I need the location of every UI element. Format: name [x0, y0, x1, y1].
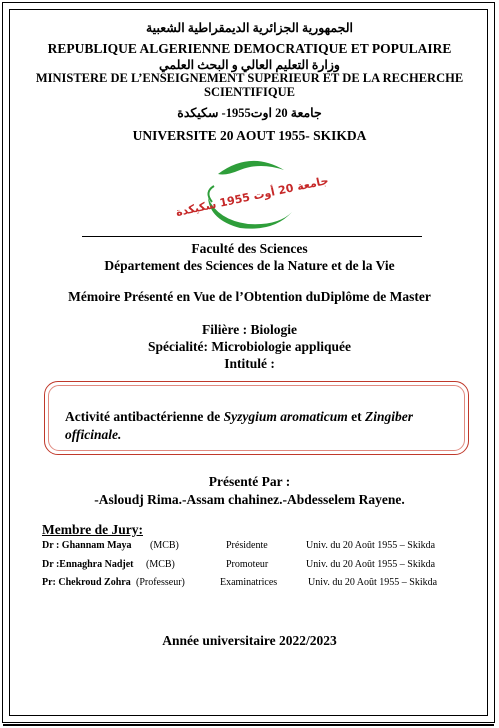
jury-member-grade: (Professeur): [136, 577, 185, 588]
logo-text: جامعة 20 أوت 1955 سكيكدة: [174, 173, 330, 220]
jury-member-affiliation: Univ. du 20 Août 1955 – Skikda: [306, 559, 436, 570]
divider-line: [82, 236, 422, 237]
arabic-republic-heading: الجمهورية الجزائرية الديمقراطية الشعبية: [145, 21, 354, 35]
jury-member-grade: (MCB): [150, 540, 179, 551]
arabic-ministry-heading: وزارة التعليم العالي و البحث العلمي: [159, 58, 340, 72]
memoire-statement: Mémoire Présenté en Vue de l’Obtention duDiplôme de Master: [68, 289, 431, 304]
jury-row: [42, 577, 462, 591]
jury-member-name: Pr: Chekroud Zohra: [42, 577, 131, 588]
jury-member-role: Promoteur: [226, 559, 269, 570]
university-logo: [174, 152, 330, 232]
ministry-heading: MINISTERE DE L’ENSEIGNEMENT SUPERIEUR ET DE LA RECHERCHE SCIENTIFIQUE: [35, 71, 464, 99]
title-species1: Syzygium aromaticum: [223, 409, 348, 424]
jury-member-name: Dr : Ghannam Maya: [42, 540, 132, 551]
jury-member-grade: (MCB): [146, 559, 175, 570]
filiere-label: Filière : Biologie: [202, 322, 297, 337]
presented-by-label: Présenté Par :: [208, 474, 291, 489]
university-heading: UNIVERSITE 20 AOUT 1955- SKIKDA: [132, 128, 367, 143]
jury-heading: Membre de Jury:: [42, 522, 143, 537]
title-species2: Zingiber officinale.: [65, 409, 413, 442]
faculty-name: Faculté des Sciences: [191, 241, 308, 256]
jury-member-name: Dr :Ennaghra Nadjet: [42, 559, 134, 570]
jury-member-role: Examinatrices: [220, 577, 278, 588]
thesis-title: [65, 408, 455, 444]
jury-row: [42, 540, 462, 554]
arabic-university-heading: جامعة 20 اوت1955- سكيكدة: [177, 106, 322, 120]
intitule-label: Intitulé :: [224, 356, 275, 371]
jury-row: [42, 559, 462, 573]
title-part1: Activité antibactérienne de: [65, 409, 224, 424]
authors-list: -Asloudj Rima.-Assam chahinez.-Abdesselem Rayene.: [94, 492, 405, 507]
jury-member-affiliation: Univ. du 20 Août 1955 – Skikda: [308, 577, 438, 588]
specialite-label: Spécialité: Microbiologie appliquée: [148, 339, 351, 354]
republic-heading: REPUBLIQUE ALGERIENNE DEMOCRATIQUE ET POPULAIRE: [47, 41, 452, 56]
page-border-bottom: [3, 724, 494, 726]
department-name: Département des Sciences de la Nature et de la Vie: [104, 258, 395, 273]
title-part2: et: [347, 409, 365, 424]
thesis-title-box: [44, 381, 469, 455]
jury-member-affiliation: Univ. du 20 Août 1955 – Skikda: [306, 540, 436, 551]
jury-member-role: Présidente: [226, 540, 268, 551]
academic-year: Année universitaire 2022/2023: [162, 633, 337, 648]
